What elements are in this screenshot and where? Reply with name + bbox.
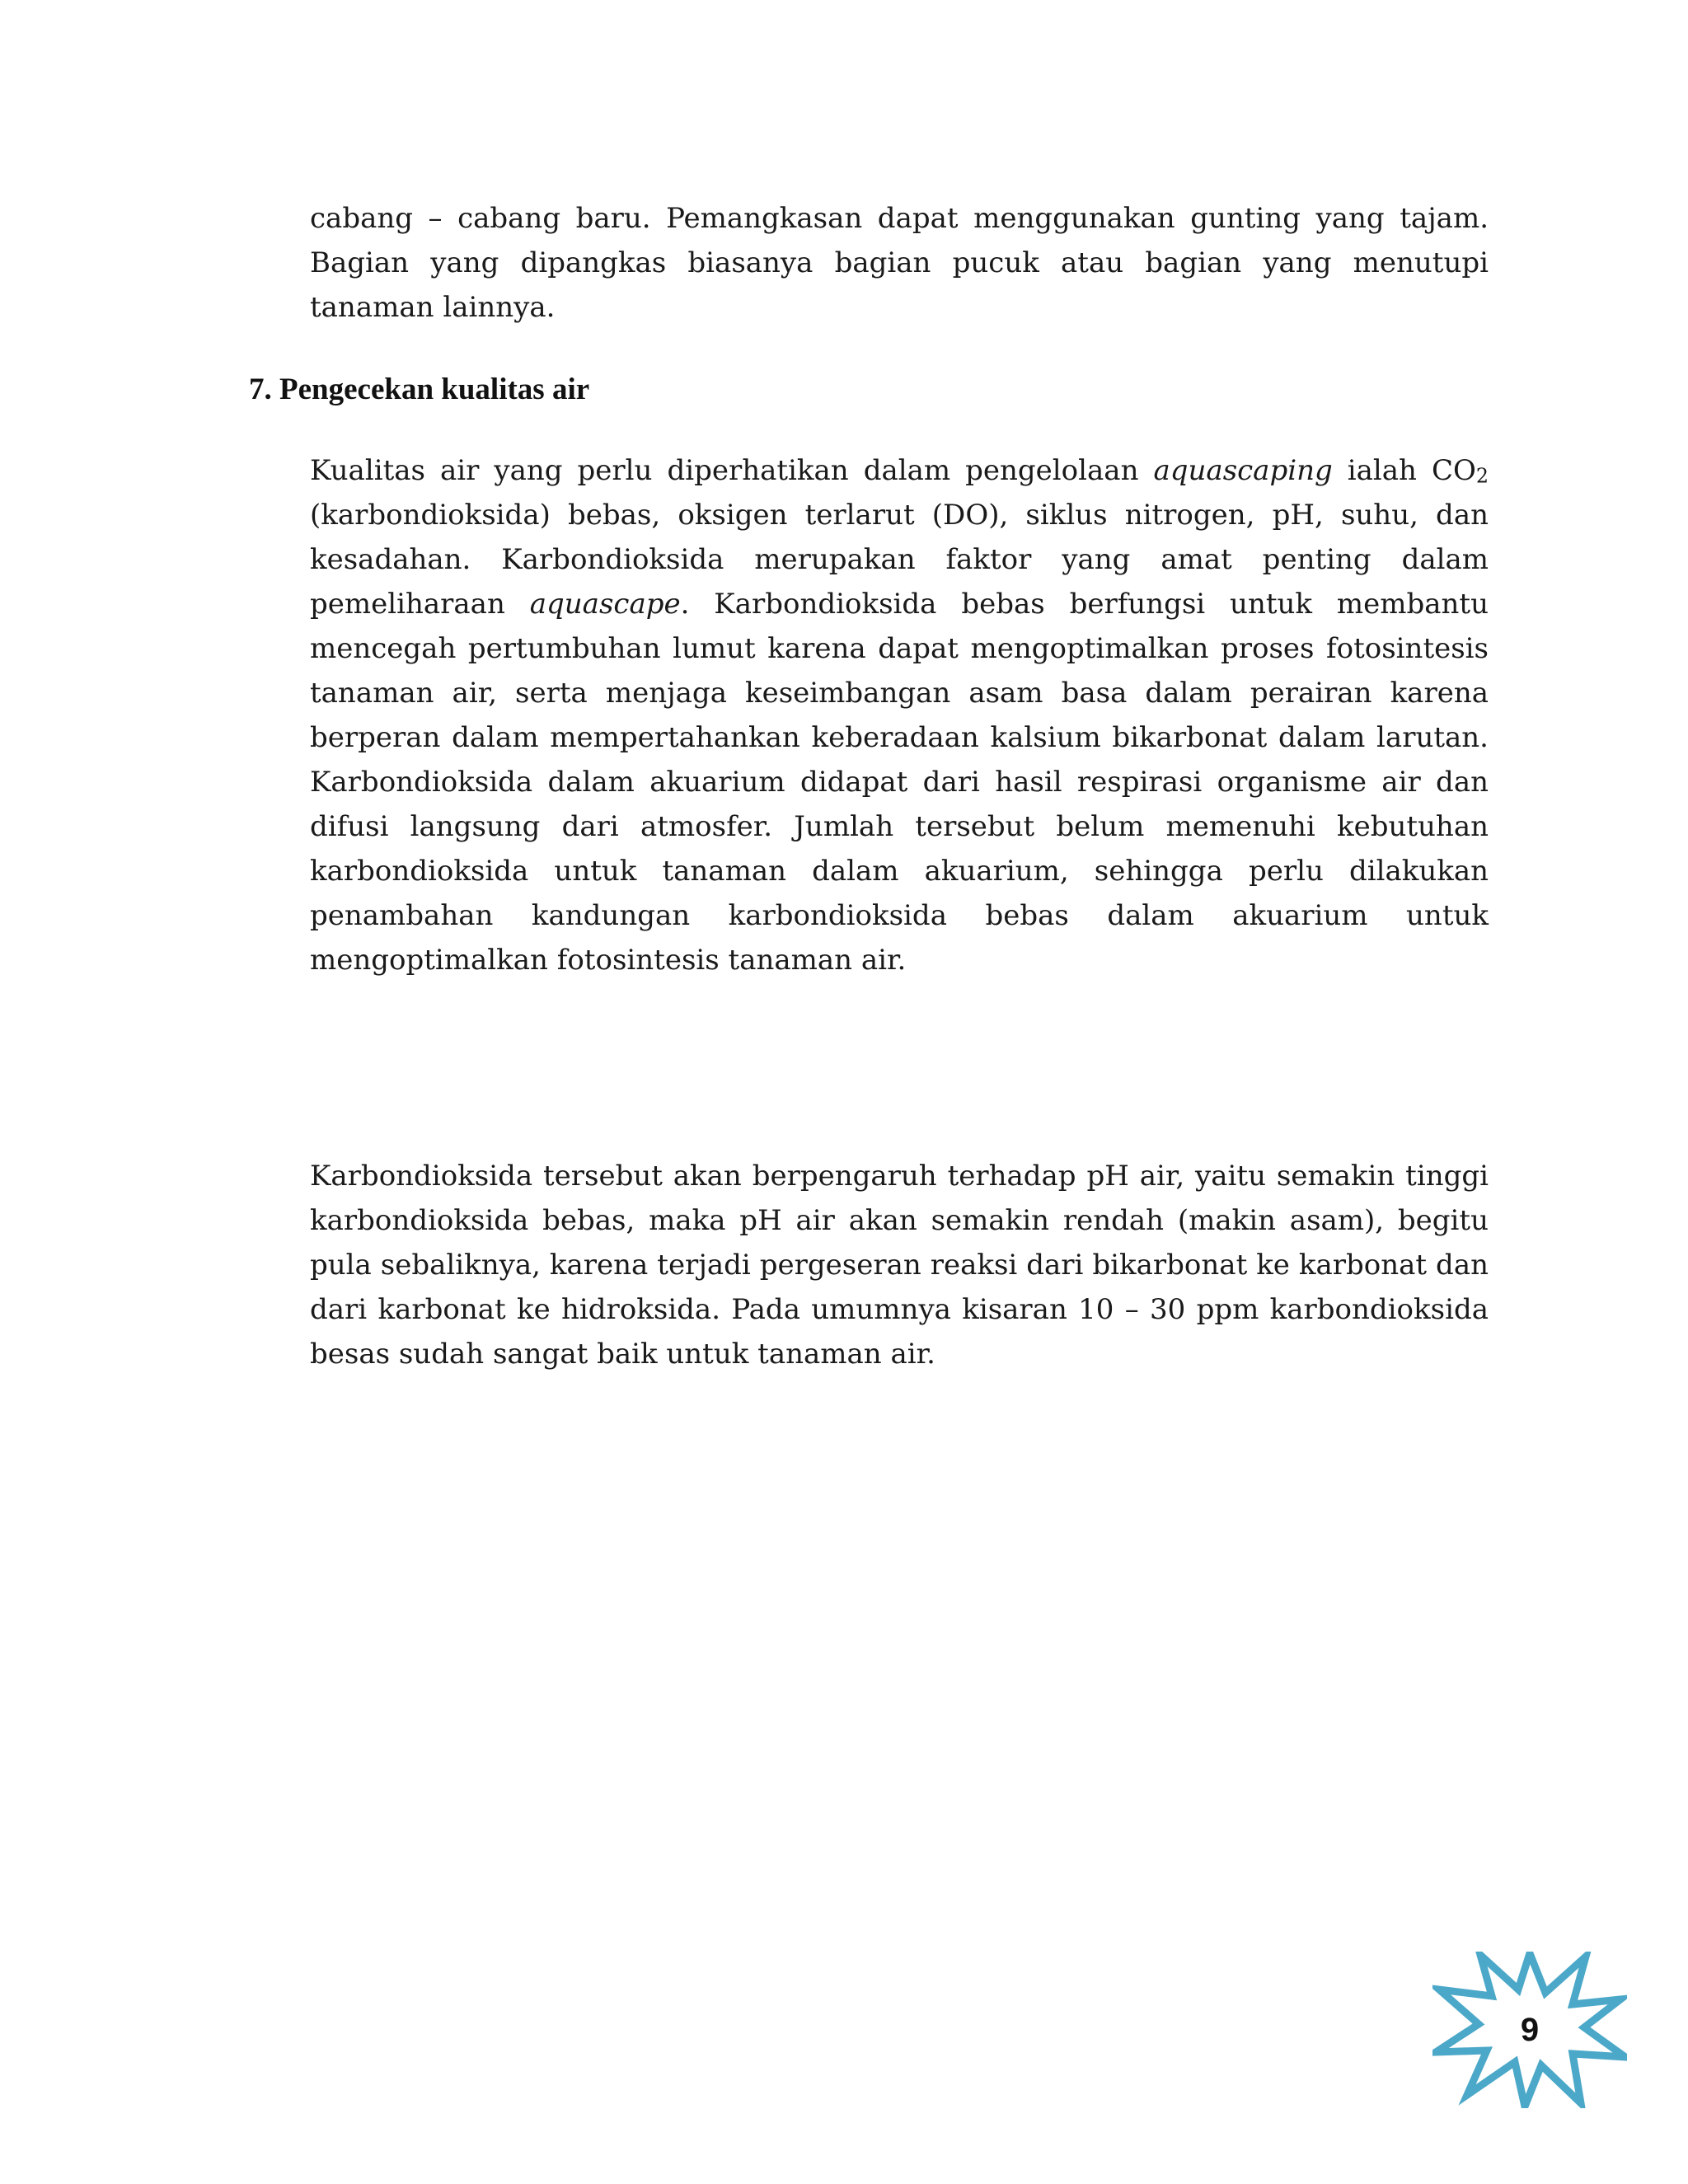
text-span: . Karbondioksida bebas berfungsi untuk membantu mencegah pertumbuhan lumut karena dapat mengoptimalkan proses fotosintesis tanaman air, serta menjaga keseimbangan asam basa dalam perairan karena berperan dalam mempertahankan keberadaan kalsium bikarbonat dalam larutan. Karbondioksida dalam akuarium didapat dari hasil respirasi organisme air dan difusi langsung dari atmosfer. Jumlah tersebut belum memenuhi kebutuhan karbondioksida untuk tanaman dalam akuarium, sehingga perlu dilakukan penambahan kandungan karbondioksida bebas dalam akuarium untuk mengoptimalkan fotosintesis tanaman air. <box>310 588 1489 977</box>
page-number-badge <box>1432 1952 1627 2108</box>
paragraph-pruning-continued: cabang – cabang baru. Pemangkasan dapat menggunakan gunting yang tajam. Bagian yang dipangkas biasanya bagian pucuk atau bagian yang menutupi tanaman lainnya. <box>310 202 1489 324</box>
paragraph-ph-effect: Karbondioksida tersebut akan berpengaruh terhadap pH air, yaitu semakin tinggi karbondioksida bebas, maka pH air akan semakin rendah (makin asam), begitu pula sebaliknya, karena terjadi pergeseran reaksi dari bikarbonat ke karbonat dan dari karbonat ke hidroksida. Pada umumnya kisaran 10 – 30 ppm karbondioksida besas sudah sangat baik untuk tanaman air. <box>310 1160 1489 1371</box>
subscript-two: 2 <box>1475 464 1489 488</box>
text-span: Kualitas air yang perlu diperhatikan dalam pengelolaan <box>310 454 1154 487</box>
italic-term-aquascaping: aquascaping <box>1153 454 1333 487</box>
page-number: 9 <box>1520 2012 1540 2048</box>
section-heading: 7. Pengecekan kualitas air <box>249 373 590 406</box>
text-span: ialah CO <box>1332 454 1476 487</box>
paragraph-water-quality <box>310 448 1489 982</box>
italic-term-aquascape: aquascape <box>529 588 681 621</box>
text-span: (karbondioksida) bebas, oksigen terlarut (DO), siklus nitrogen, pH, suhu, dan kesadahan. Karbondioksida merupakan faktor yang amat penting dalam pemeliharaan <box>310 499 1489 621</box>
